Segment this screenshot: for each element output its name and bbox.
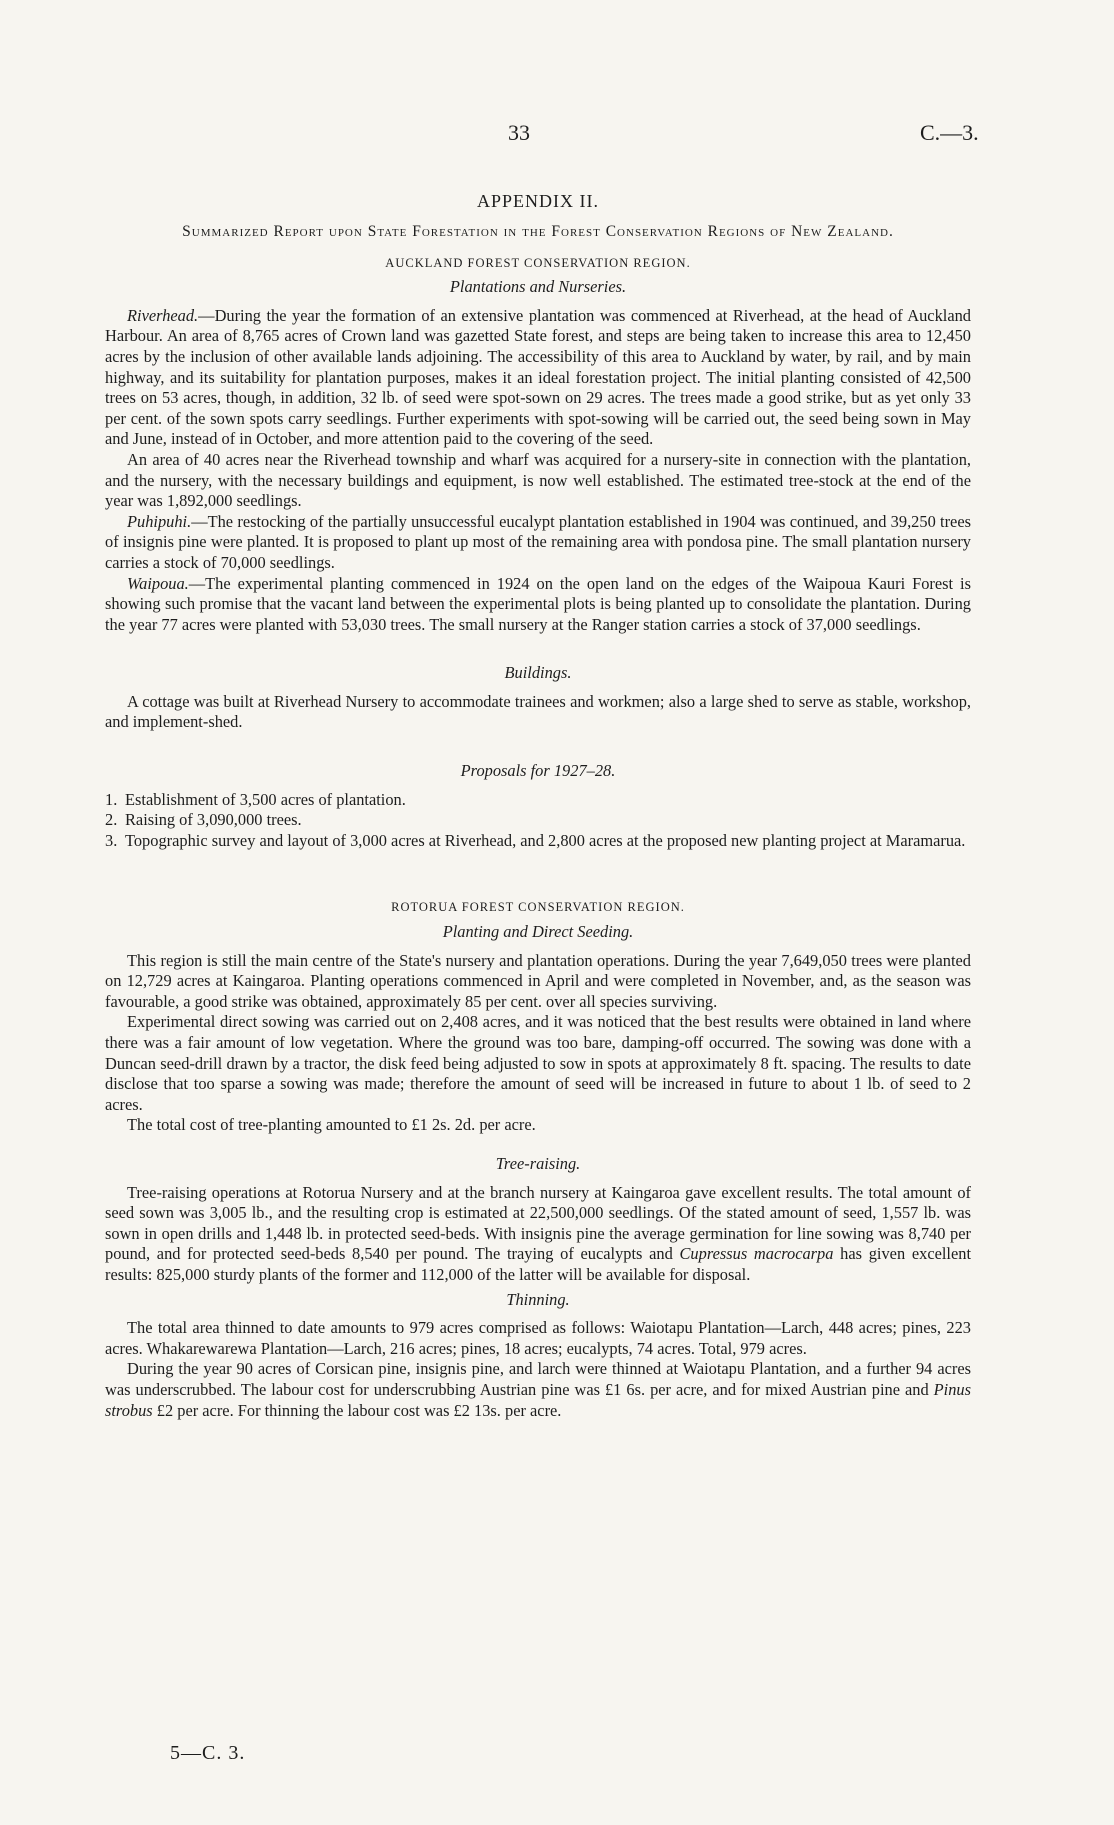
- tree-raising-paragraph: [105, 1183, 971, 1286]
- puhipuhi-text: —The restocking of the partially unsuccessful eucalypt plantation established in 1904 was continued, and 39,250 trees of insignis pine were planted. It is proposed to plant up most of the remaining area with pondosa pine. The small plantation nursery carries a stock of 70,000 seedlings.: [105, 511, 971, 572]
- planting-paragraph-2: Experimental direct sowing was carried out on 2,408 acres, and it was noticed that the best results were obtained in land where there was a fair amount of low vegetation. Where the ground was too bare, damping-off occurred. The sowing was done with a Duncan seed-drill drawn by a tractor, the disk feed being adjusted to sow in spots at approximately 8 ft. spacing. The results to date disclose that too sparse a sowing was made; therefore the amount of seed will be increased in future to about 1 lb. of seed to 2 acres.: [105, 1012, 971, 1114]
- list-item-number: 3.: [105, 830, 118, 850]
- species-name: Cupressus macrocarpa: [679, 1244, 834, 1264]
- document-code: C.—3.: [920, 120, 979, 145]
- planting-paragraph-1: This region is still the main centre of the State's nursery and plantation operations. During the year 7,649,050 trees were planted on 12,729 acres at Kaingaroa. Planting operations commenced in April and were completed in November, and, as the season was favourable, a good strike was obtained, approximately 85 per cent. over all species surviving.: [105, 950, 971, 1011]
- riverhead-text: —During the year the formation of an extensive plantation was commenced at Riverhead, at the head of Auckland Harbour. An area of 8,765 acres of Crown land was gazetted State forest, and steps are being taken to increase this area to 12,450 acres by the inclusion of other available lands adjoining. The accessibility of this area to Auckland by water, by rail, and by main highway, and its suitability for plantation purposes, makes it an ideal forestation project. The initial planting consisted of 42,500 trees on 53 acres, though, in addition, 32 lb. of seed were spot-sown on 29 acres. The trees made a good strike, but as yet only 33 per cent. of the sown spots carry seedlings. Further experiments with spot-sowing will be carried out, the seed being sown in May and June, instead of in October, and more attention paid to the covering of the seed.: [105, 305, 971, 449]
- page-body: [105, 191, 971, 1421]
- rotorua-region-title: ROTORUA FOREST CONSERVATION REGION.: [391, 900, 685, 915]
- proposals-heading: Proposals for 1927–28.: [460, 761, 616, 781]
- proposals-list: [105, 790, 971, 852]
- buildings-paragraph: A cottage was built at Riverhead Nursery to accommodate trainees and workmen; also a large shed to serve as stable, workshop, and implement-shed.: [105, 691, 971, 732]
- list-item-text: Raising of 3,090,000 trees.: [125, 810, 302, 830]
- riverhead-paragraph: [105, 306, 971, 450]
- list-item-text: Establishment of 3,500 acres of plantation.: [125, 789, 406, 809]
- thinning-text-a: During the year 90 acres of Corsican pine, insignis pine, and larch were thinned at Waiotapu Plantation, and a further 94 acres was underscrubbed. The labour cost for underscrubbing Austrian pine was £1 6s. per acre, and for mixed Austrian pine and: [105, 1359, 971, 1399]
- species-name: Pinus strobus: [105, 1379, 971, 1420]
- thinning-heading: Thinning.: [506, 1289, 570, 1309]
- planting-paragraph-3: The total cost of tree-planting amounted to £1 2s. 2d. per acre.: [127, 1115, 536, 1135]
- list-item: [105, 810, 971, 831]
- buildings-heading: Buildings.: [504, 663, 572, 683]
- riverhead-label: Riverhead.: [127, 305, 199, 325]
- thinning-paragraph-2: [105, 1359, 971, 1421]
- page-header: [0, 120, 1114, 150]
- tree-raising-text-a: Tree-raising operations at Rotorua Nursery and at the branch nursery at Kaingaroa gave excellent results. The total amount of seed sown was 3,005 lb., and the resulting crop is estimated at 22,500,000 seedlings. Of the stated amount of seed, 1,557 lb. was sown in open drills and 1,448 lb. in protected seed-beds. With insignis pine the average germination for line sowing was 8,740 per pound, and for protected seed-beds 8,540 per pound. The traying of eucalypts and: [105, 1182, 971, 1264]
- thinning-text-b: £2 per acre. For thinning the labour cost was £2 13s. per acre.: [152, 1400, 562, 1420]
- plantations-heading: Plantations and Nurseries.: [449, 277, 627, 297]
- thinning-paragraph-1: The total area thinned to date amounts to 979 acres comprised as follows: Waiotapu Plantation—Larch, 448 acres; pines, 223 acres. Whakarewarewa Plantation—Larch, 216 acres; pines, 18 acres; eucalypts, 74 acres. Total, 979 acres.: [105, 1318, 971, 1358]
- tree-raising-text-b: has given excellent results: 825,000 sturdy plants of the former and 112,000 of the latter will be available for disposal.: [105, 1244, 972, 1284]
- list-item: [105, 790, 971, 811]
- waipoua-text: —The experimental planting commenced in 1924 on the open land on the edges of the Waipoua Kauri Forest is showing such promise that the vacant land between the experimental plots is being planted up to consolidate the plantation. During the year 77 acres were planted with 53,030 trees. The small nursery at the Ranger station carries a stock of 37,000 seedlings.: [105, 573, 971, 634]
- planting-heading: Planting and Direct Seeding.: [442, 922, 634, 942]
- list-item: [105, 831, 971, 852]
- puhipuhi-paragraph: [105, 512, 971, 574]
- list-item-text: Topographic survey and layout of 3,000 acres at Riverhead, and 2,800 acres at the proposed new planting project at Maramarua.: [125, 830, 966, 850]
- riverhead-nursery-paragraph: An area of 40 acres near the Riverhead township and wharf was acquired for a nursery-site in connection with the plantation, and the nursery, with the necessary buildings and equipment, is now well established. The estimated tree-stock at the end of the year was 1,892,000 seedlings.: [105, 449, 971, 511]
- footer-signature: 5—C. 3.: [170, 1742, 246, 1764]
- waipoua-label: Waipoua.: [127, 573, 189, 593]
- puhipuhi-label: Puhipuhi.: [127, 511, 192, 531]
- report-title: Summarized Report upon State Forestation in the Forest Conservation Regions of New Zealand.: [182, 222, 894, 240]
- page-number: 33: [508, 120, 530, 145]
- list-item-number: 1.: [105, 789, 118, 809]
- waipoua-paragraph: [105, 574, 971, 636]
- list-item-number: 2.: [105, 810, 118, 830]
- auckland-region-title: AUCKLAND FOREST CONSERVATION REGION.: [385, 255, 691, 270]
- tree-raising-heading: Tree-raising.: [495, 1153, 581, 1173]
- appendix-title: APPENDIX II.: [477, 191, 599, 211]
